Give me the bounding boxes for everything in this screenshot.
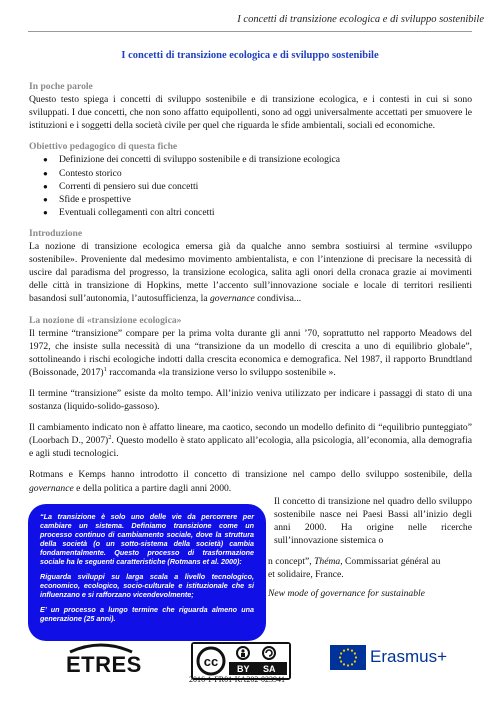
callout-quote: “La transizione è solo uno delle vie da percorrere per cambiare un sistema. Definiamo transizione come un processo continuo di cambiamento sociale, dove la struttura della società (o un sotto-sistema della società) cambia fondamentalmente. Questo processo di trasformazione sociale ha le seguenti caratteristiche (Rotmans et al. 2000): — [40, 512, 254, 566]
list-item: ● Eventuali collegamenti con altri concetti — [43, 206, 472, 219]
header-divider — [28, 31, 472, 32]
list-item: ● Contesto storico — [43, 167, 472, 180]
footnote-ref-1[interactable]: 1 — [103, 365, 107, 373]
cc-by-label: BY — [237, 664, 250, 674]
list-item: ● Correnti di pensiero sui due concetti — [43, 180, 472, 193]
section-heading-summary: In poche parole — [29, 81, 93, 92]
notion-paragraph-1: Il termine “transizione” compare per la prima volta durante gli anni ’70, soprattutto nel rapporto Meadows del 1972, che insiste sulla necessità di una “transizione da un modello di crescita a uno di equilibrio globale”, sottolineando i rischi ecologiche indotti dalla crescita economica e demografica. Nel 1987, il rapporto Brundtland (Boissonade, 2017)$^1$ raccomanda «la transizione verso lo sviluppo sostenibile ». — [29, 327, 472, 378]
section-heading-introduction: Introduzione — [29, 227, 83, 239]
main-body — [29, 80, 472, 495]
document-title: I concetti di transizione ecologica e di sviluppo sostenibile — [121, 50, 379, 61]
footnote-ref-2[interactable]: 2 — [108, 434, 112, 442]
project-code: 2016-1-FR01-KA202-023941 — [189, 675, 285, 684]
erasmus-wordmark: Erasmus+ — [370, 647, 447, 666]
svg-text:cc: cc — [203, 654, 219, 669]
footnote-fragment-1: n concept”, Théma, Commissariat général au — [268, 556, 441, 567]
etres-logo: ETRES — [66, 652, 142, 677]
list-item: ● Definizione dei concetti di sviluppo sostenibile e di transizione ecologica — [43, 153, 472, 166]
footer-logos — [0, 640, 500, 700]
objectives-list — [29, 153, 472, 218]
summary-paragraph: Questo testo spiega i concetti di sviluppo sostenibile e di transizione ecologica, e i contesti in cui si sono sviluppati. I due concetti, che non sono affatto equipollenti, sono ad oggi universalmente accettati per smuovere le istituzioni e i soggetti della società civile per quel che riguarda le sfide ambientali, sociali ed economiche. — [29, 94, 472, 132]
footnote-fragment-3: New mode of governance for sustainable — [268, 588, 425, 599]
quote-callout — [28, 504, 266, 641]
notion-paragraph-3: Il cambiamento indicato non è affatto lineare, ma caotico, secondo un modello definito di “equilibrio punteggiato” (Loorbach D., 2007)$^2$. Questo modello è stato applicato all’ecologia, alla psicologia, all’economia, alla demografia e agli studi tecnologici. — [29, 422, 473, 460]
notion-paragraph-4: Rotmans e Kemps hanno introdotto il concetto di transizione nel campo dello sviluppo sostenibile, della governance e della politica a partire dagli anni 2000. — [29, 469, 472, 494]
notion-paragraph-2: Il termine “transizione” esiste da molto tempo. All’inizio veniva utilizzato per indicare i passaggi di stato di una sostanza (liquido-solido-gassoso). — [29, 387, 472, 413]
section-heading-objective: Obiettivo pedagogico di questa fiche — [29, 141, 178, 153]
footnote-fragment-2: et solidaire, France. — [268, 569, 344, 580]
eu-flag-icon — [330, 645, 366, 670]
section-heading-notion: La nozione di «transizione ecologica» — [29, 314, 182, 326]
introduction-paragraph: La nozione di transizione ecologica emersa già da qualche anno sembra sostiuirsi al termine «sviluppo sostenibile». Proveniente dal medesimo movimento ambientalista, e con l’intenzione di precisare la necessità di uscire dal paradisma del progresso, la transizione ecologica, salita agli onori della cronaca grazie ai movimenti delle città in transizione di Hopkins, mette l’accento sull’innovazione sociale e locale di territori resilienti basandosi sull’autonomia, l’autosufficienza, la governance condivisa... — [29, 241, 472, 305]
cc-sa-label: SA — [263, 664, 276, 674]
callout-point-1: Riguarda sviluppi su larga scala a livello tecnologico, economico, ecologico, socio-culturale e istituzionale che si influenzano e si rafforzano vicendevolmente; — [40, 572, 254, 599]
callout-point-2: E’ un processo a lungo termine che riguarda almeno una generazione (25 anni). — [40, 605, 254, 623]
running-header: I concetti di transizione ecologica e di sviluppo sostenibile — [237, 14, 484, 25]
list-item: ● Sfide e prospettive — [43, 193, 472, 206]
right-column-paragraph: Il concetto di transizione nel quadro dello sviluppo sostenibile nasce nei Paesi Bassi all’inizio degli anni 2000. Ha origine nelle ricerche sull’innovazione sistemica o — [274, 496, 472, 547]
